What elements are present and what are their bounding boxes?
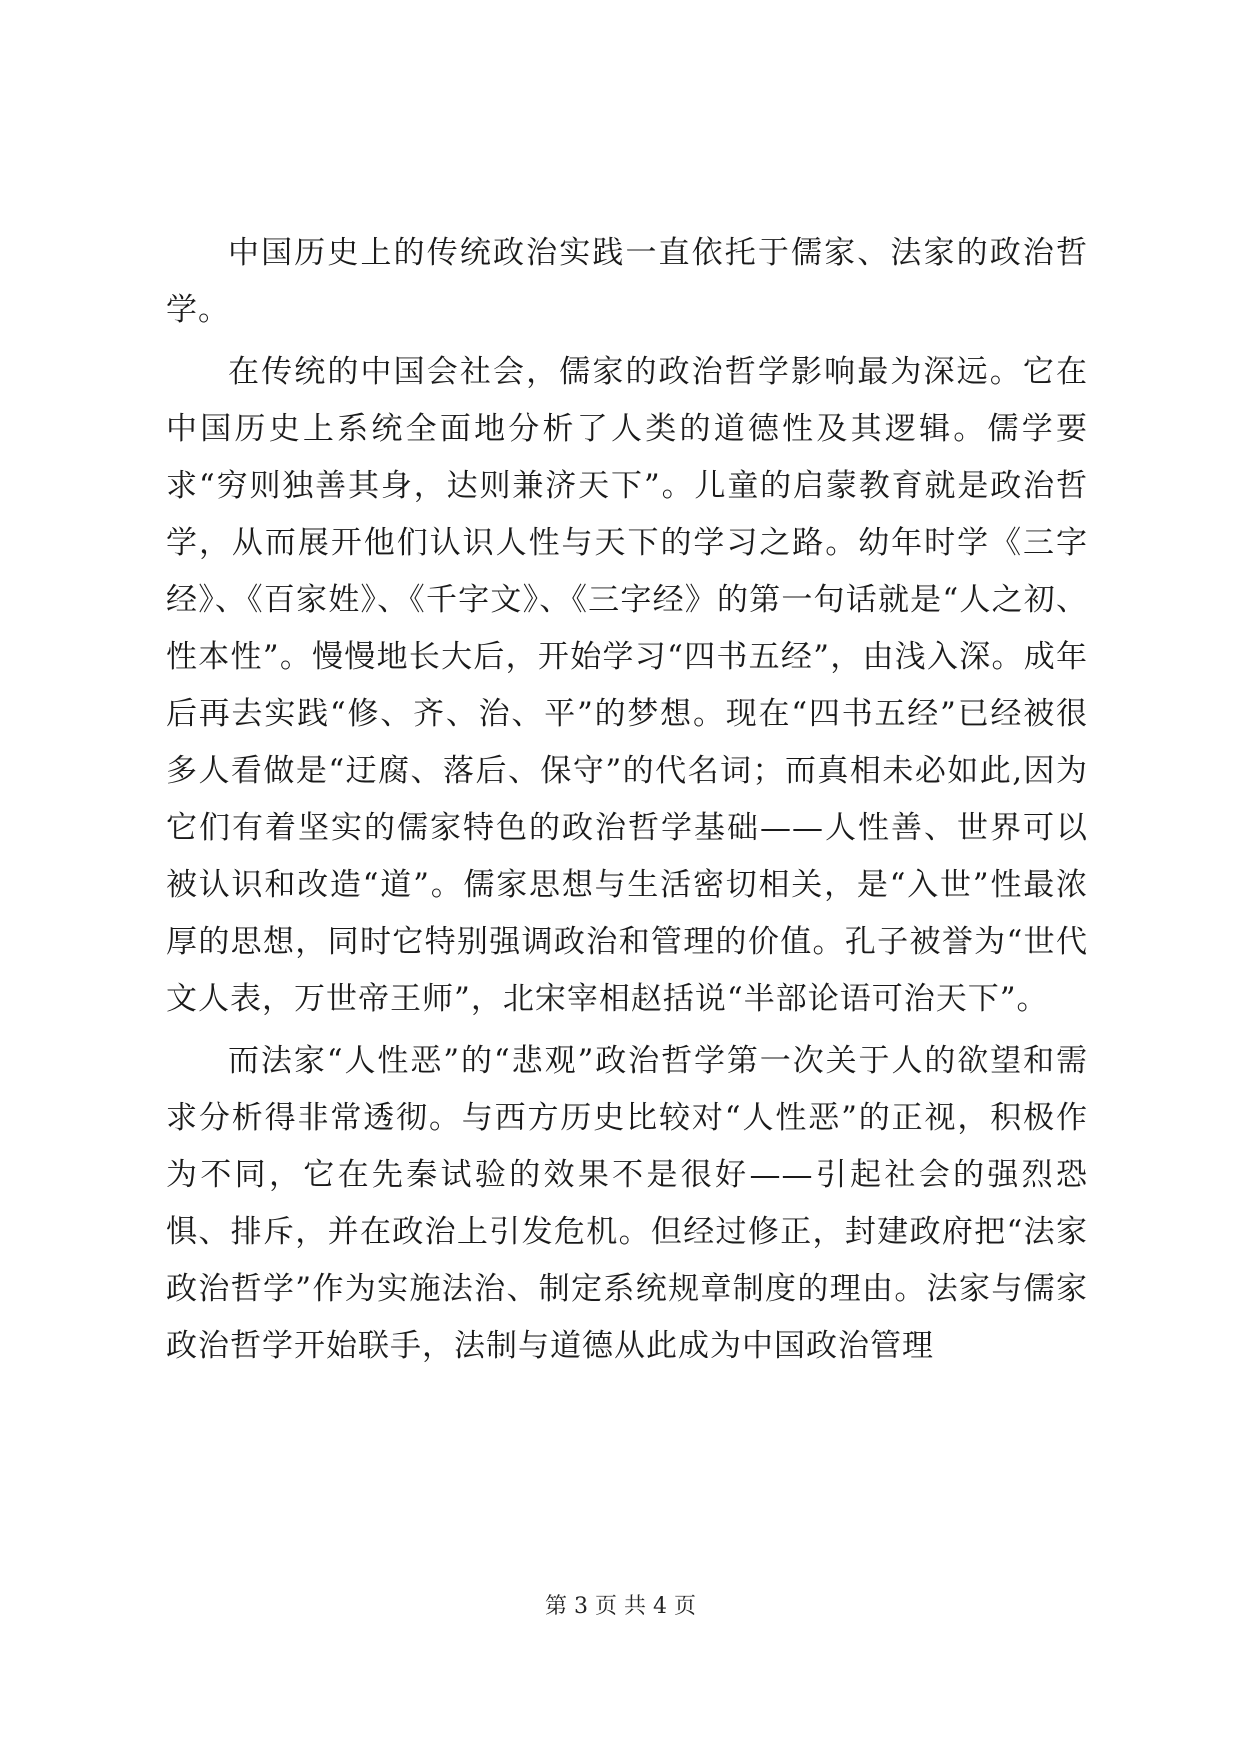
- paragraph: 而法家“人性恶”的“悲观”政治哲学第一次关于人的欲望和需求分析得非常透彻。与西方历史比较对“人性恶”的正视，积极作为不同，它在先秦试验的效果不是很好——引起社会的强烈恐惧、排斥，并在政治上引发危机。但经过修正，封建政府把“法家政治哲学”作为实施法治、制定系统规章制度的理由。法家与儒家政治哲学开始联手，法制与道德从此成为中国政治管理: [166, 1043, 1088, 1364]
- page-number-footer: 第 3 页 共 4 页: [545, 1594, 696, 1619]
- paragraph: 中国历史上的传统政治实践一直依托于儒家、法家的政治哲学。: [166, 235, 1088, 328]
- paragraph: 在传统的中国会社会，儒家的政治哲学影响最为深远。它在中国历史上系统全面地分析了人类的道德性及其逻辑。儒学要求“穷则独善其身，达则兼济天下”。儿童的启蒙教育就是政治哲学，从而展开他们认识人性与天下的学习之路。幼年时学《三字经》、《百家姓》、《千字文》、《三字经》的第一句话就是“人之初、性本性”。慢慢地长大后，开始学习“四书五经”，由浅入深。成年后再去实践“修、齐、治、平”的梦想。现在“四书五经”已经被很多人看做是“迂腐、落后、保守”的代名词；而真相未必如此,因为它们有着坚实的儒家特色的政治哲学基础——人性善、世界可以被认识和改造“道”。儒家思想与生活密切相关，是“入世”性最浓厚的思想，同时它特别强调政治和管理的价值。孔子被誉为“世代文人表，万世帝王师”，北宋宰相赵括说“半部论语可治天下”。: [166, 354, 1088, 1017]
- document-body: [166, 225, 1088, 1380]
